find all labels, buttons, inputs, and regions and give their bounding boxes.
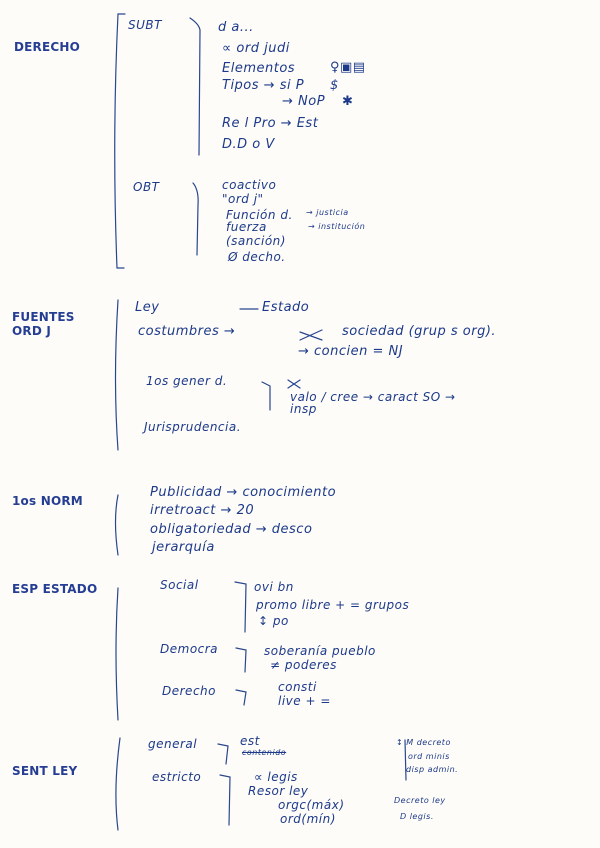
- asterisk-icon: ✱: [342, 94, 354, 109]
- obt-item-7: → institución: [308, 222, 366, 231]
- fuentes-item-7: 1os gener d.: [146, 374, 228, 388]
- norm-title: 1os NORM: [12, 494, 83, 508]
- sent-estricto-4: ord(mín): [280, 812, 336, 826]
- esp-title: ESP ESTADO: [12, 582, 98, 596]
- sent-general-2: contenido: [242, 748, 287, 757]
- sent-right-bottom-1: Decreto ley: [394, 796, 446, 805]
- norm-item-1: Publicidad → conocimiento: [150, 485, 337, 500]
- esp-democ-2: ≠ poderes: [270, 658, 337, 672]
- sent-right-bottom-2: D legis.: [400, 812, 434, 821]
- esp-brace: [116, 588, 118, 720]
- obt-item-5: (sanción): [226, 234, 286, 248]
- sent-general-1: est: [240, 734, 260, 748]
- sent-estricto: estricto: [152, 770, 202, 784]
- fuentes-item-5: sociedad (grup s org).: [342, 324, 497, 339]
- subt-item-4: Tipos → si P: [222, 78, 305, 93]
- obt-item-8: Ø decho.: [228, 250, 286, 264]
- derecho-title: DERECHO: [14, 40, 81, 54]
- sent-right-2: ord minis: [408, 752, 450, 761]
- obt-item-2: "ord j": [222, 192, 264, 206]
- dollar-icon: $: [330, 78, 339, 93]
- norm-brace: [116, 495, 119, 555]
- sent-title: SENT LEY: [12, 764, 78, 778]
- obt-item-1: coactivo: [222, 178, 277, 192]
- fuentes-brace: [116, 300, 119, 450]
- sent-brace: [116, 738, 120, 830]
- derecho-brace: [115, 14, 118, 268]
- sent-right-1: ↕ M decreto: [396, 738, 451, 747]
- sent-estricto-2: Resor ley: [248, 784, 309, 798]
- fuentes-item-1: Ley: [135, 300, 160, 315]
- fuentes-title-2: ORD J: [12, 324, 52, 338]
- fuentes-item-3: Estado: [262, 300, 310, 315]
- esp-derecho: Derecho: [162, 684, 216, 698]
- esp-social-1: ovi bn: [254, 580, 294, 594]
- subt-item-1: d a...: [218, 20, 254, 35]
- fuentes-item-8: valo / cree → caract SO →: [290, 390, 456, 404]
- fuentes-item-9: insp: [290, 402, 317, 416]
- obt-item-6: → justicia: [306, 208, 349, 217]
- obt-item-3: Función d.: [226, 208, 293, 222]
- subt-item-6: Re l Pro → Est: [222, 116, 319, 131]
- subt-item-7: D.D o V: [222, 137, 275, 152]
- subt-item-2: ∝ ord judi: [222, 41, 290, 56]
- fuentes-item-6: → concien = NJ: [298, 344, 404, 359]
- esp-social: Social: [160, 578, 199, 592]
- esp-social-2: promo libre + = grupos: [256, 598, 410, 612]
- obt-label: OBT: [133, 180, 160, 194]
- obt-item-4: fuerza: [226, 220, 267, 234]
- sent-right-3: disp admin.: [406, 765, 459, 774]
- esp-democ: Democra: [160, 642, 219, 656]
- esp-social-3: ↕ po: [258, 614, 289, 628]
- fuentes-item-4: costumbres →: [138, 324, 236, 339]
- norm-item-2: irretroact → 20: [150, 503, 255, 518]
- sent-estricto-3: orgc(máx): [278, 798, 345, 812]
- norm-item-4: jerarquía: [152, 540, 215, 555]
- norm-item-3: obligatoriedad → desco: [150, 522, 313, 537]
- esp-derecho-1: consti: [278, 680, 317, 694]
- fuentes-title-1: FUENTES: [12, 310, 75, 324]
- sent-general: general: [148, 737, 198, 751]
- subt-item-3: Elementos: [222, 61, 296, 76]
- sent-estricto-1: ∝ legis: [254, 770, 298, 784]
- subt-item-5: → NoP: [282, 94, 326, 109]
- esp-derecho-2: live + =: [278, 694, 331, 708]
- esp-democ-1: soberanía pueblo: [264, 644, 376, 658]
- subt-label: SUBT: [128, 18, 162, 32]
- elements-icons: ♀▣▤: [330, 60, 366, 75]
- fuentes-item-10: Jurisprudencia.: [144, 420, 242, 434]
